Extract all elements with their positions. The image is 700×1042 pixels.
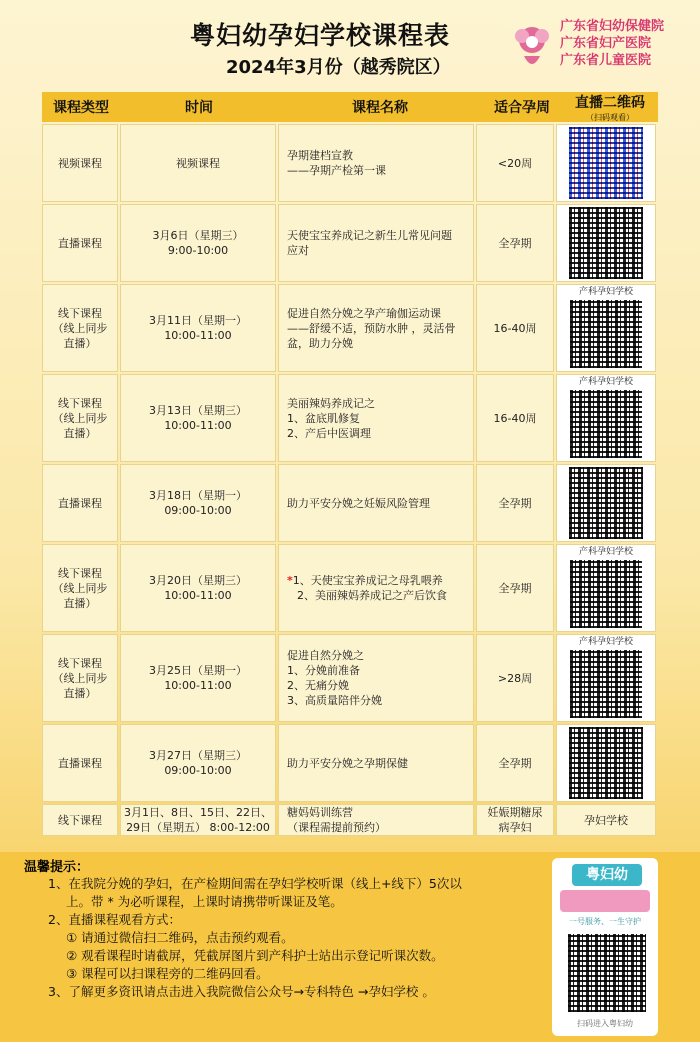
tip-line: ② 观看课程时请截屏，凭截屏图片到产科护士站出示登记听课次数。: [66, 948, 444, 963]
table-row: [42, 544, 658, 634]
course-name-text: （课程需提前预约）: [287, 821, 386, 834]
live-qr-code[interactable]: [568, 298, 644, 370]
course-name-cell: [278, 804, 474, 836]
course-name-text: 2、产后中医调理: [287, 426, 371, 440]
weeks-cell: [476, 374, 554, 462]
weeks-cell: [476, 464, 554, 542]
course-name-line: [287, 588, 447, 603]
weeks-cell: [476, 544, 554, 632]
weeks-value: 16-40周: [493, 321, 537, 335]
course-type: 线下课程（线上同步直播）: [52, 396, 108, 440]
course-name-text: 糖妈妈训练营: [287, 806, 353, 819]
course-type-cell: [42, 634, 118, 722]
time-line: 9:00-10:00: [167, 244, 229, 257]
tip-line: 3、了解更多资讯请点击进入我院微信公众号→专科特色 →孕妇学校 。: [48, 984, 435, 999]
time-cell: [120, 634, 276, 722]
qr-cell: [556, 464, 656, 542]
course-name-line: [287, 411, 375, 426]
page-title: 粤妇幼孕妇学校课程表: [190, 21, 451, 50]
course-type: 直播课程: [58, 496, 102, 510]
course-type: 线下课程（线上同步直播）: [52, 566, 108, 610]
tip-line: ① 请通过微信扫二维码，点击预约观看。: [66, 930, 294, 945]
course-name-line: [287, 756, 408, 771]
course-name-cell: [278, 284, 474, 372]
course-name-text: 助力平安分娩之妊娠风险管理: [287, 496, 430, 510]
wechat-promo-card: [552, 858, 658, 1036]
course-name-line: [287, 243, 452, 258]
qr-label: 产科孕妇学校: [578, 376, 633, 387]
course-name-line: [287, 148, 386, 163]
weeks-value: 全孕期: [498, 236, 532, 250]
course-name-cell: [278, 544, 474, 632]
course-name-cell: [278, 724, 474, 802]
hospital-logo-icon: [510, 22, 554, 72]
course-name-line: [287, 693, 382, 708]
course-name-line: [287, 820, 386, 835]
promo-slogan: 一号服务、一生守护: [569, 917, 641, 926]
hospital-name: 广东省妇产医院: [560, 36, 652, 51]
header-qr: [562, 92, 658, 122]
course-name-line: [287, 496, 430, 511]
time-line: 3月11日（星期一）: [149, 314, 247, 327]
course-name-text: 1、天使宝宝养成记之母乳喂养: [292, 574, 443, 587]
qr-cell: [556, 634, 656, 722]
header-qr-note: （扫码观看）: [586, 112, 634, 122]
course-type-cell: [42, 464, 118, 542]
time-cell: [120, 284, 276, 372]
weeks-value: 全孕期: [498, 496, 532, 510]
live-qr-code[interactable]: [568, 648, 644, 720]
weeks-value: 全孕期: [498, 581, 532, 595]
course-name-cell: [278, 464, 474, 542]
course-name-text: 2、无痛分娩: [287, 679, 349, 692]
course-name-line: [287, 678, 382, 693]
qr-label: 产科孕妇学校: [578, 636, 633, 647]
promo-caption: 扫码进入粤妇幼: [577, 1019, 633, 1028]
course-name-text: 天使宝宝养成记之新生儿常见问题: [287, 229, 452, 242]
course-name-line: [287, 336, 456, 351]
promo-banner: [560, 890, 650, 912]
table-body: [42, 124, 658, 838]
course-name-cell: [278, 204, 474, 282]
course-name-text: 美丽辣妈养成记之: [287, 396, 375, 410]
course-type-cell: [42, 374, 118, 462]
time-cell: [120, 724, 276, 802]
course-name-text: ——孕期产检第一课: [287, 164, 386, 177]
live-qr-code[interactable]: [567, 205, 645, 281]
course-name-text: 1、盆底肌修复: [287, 411, 360, 425]
time-line: 09:00-10:00: [164, 764, 232, 777]
time-cell: [120, 124, 276, 202]
required-star-icon: *: [287, 574, 293, 587]
qr-cell: [556, 724, 656, 802]
course-name-line: [287, 573, 447, 588]
tip-line: 1、在我院分娩的孕妇，在产检期间需在孕妇学校听课（线上+线下）5次以: [48, 876, 462, 891]
live-qr-code[interactable]: [567, 725, 645, 801]
weeks-value: 妊娠期糖尿病孕妇: [487, 806, 543, 834]
course-name-line: [287, 306, 456, 321]
live-qr-code[interactable]: [567, 125, 645, 201]
weeks-value: 全孕期: [498, 756, 532, 770]
time-line: 10:00-11:00: [164, 419, 232, 432]
header-course-type: 课程类型: [53, 100, 109, 116]
qr-cell: [556, 374, 656, 462]
course-name-line: [287, 396, 375, 411]
course-name-text: 1、分娩前准备: [287, 664, 360, 677]
course-type-cell: [42, 724, 118, 802]
live-qr-code[interactable]: [568, 388, 644, 460]
course-name-text: ——舒缓不适，预防水肿 ，灵活骨: [287, 321, 456, 335]
hospital-name: 广东省妇幼保健院: [560, 19, 665, 34]
qr-cell: [556, 804, 656, 836]
time-cell: [120, 544, 276, 632]
header-course-name: 课程名称: [352, 100, 408, 116]
weeks-cell: [476, 284, 554, 372]
qr-cell: [556, 124, 656, 202]
time-cell: [120, 204, 276, 282]
table-row: [42, 634, 658, 724]
course-name-text: 促进自然分娩之孕产瑜伽运动课: [287, 306, 441, 320]
table-row: [42, 804, 658, 838]
wechat-qr-code[interactable]: [566, 932, 648, 1014]
tip-line: 2、直播课程观看方式：: [48, 912, 181, 927]
course-name-text: 应对: [287, 244, 309, 257]
course-type: 线下课程（线上同步直播）: [52, 306, 108, 350]
live-qr-code[interactable]: [568, 558, 644, 630]
qr-cell: [556, 284, 656, 372]
table-header-row: [42, 92, 658, 122]
time-line: 3月27日（星期三）: [149, 749, 247, 762]
time-line: 29日（星期五） 8:00-12:00: [126, 821, 270, 834]
time-cell: [120, 374, 276, 462]
course-name-text: 孕期建档宣教: [287, 149, 353, 162]
time-line: 10:00-11:00: [164, 589, 232, 602]
course-name-cell: [278, 374, 474, 462]
weeks-cell: [476, 724, 554, 802]
weeks-cell: [476, 804, 554, 836]
qr-label: 产科孕妇学校: [578, 546, 633, 557]
qr-cell: [556, 204, 656, 282]
time-cell: [120, 464, 276, 542]
course-name-text: 促进自然分娩之: [287, 649, 364, 662]
tip-line: 上。带 * 为必听课程，上课时请携带听课证及笔。: [66, 894, 343, 909]
table-row: [42, 724, 658, 804]
time-line: 3月1日、8日、15日、22日、: [124, 806, 272, 819]
table-row: [42, 464, 658, 544]
page-subtitle: 2024年3月份（越秀院区）: [226, 57, 451, 78]
qr-label: 产科孕妇学校: [578, 286, 633, 297]
time-line: 3月13日（星期三）: [149, 404, 247, 417]
weeks-value: >28周: [497, 671, 533, 685]
time-line: 10:00-11:00: [164, 329, 232, 342]
course-type-cell: [42, 544, 118, 632]
weeks-value: 16-40周: [493, 411, 537, 425]
course-name-line: [287, 163, 386, 178]
course-type-cell: [42, 284, 118, 372]
table-row: [42, 204, 658, 284]
time-line: 3月25日（星期一）: [149, 664, 247, 677]
time-line: 3月20日（星期三）: [149, 574, 247, 587]
course-name-line: [287, 805, 386, 820]
course-name-line: [287, 648, 382, 663]
course-name-line: [287, 663, 382, 678]
course-name-text: 2、美丽辣妈养成记之产后饮食: [297, 589, 447, 602]
tips-title: 温馨提示：: [24, 860, 90, 875]
live-qr-code[interactable]: [567, 465, 645, 541]
table-row: [42, 124, 658, 204]
time-line: 10:00-11:00: [164, 679, 232, 692]
weeks-cell: [476, 634, 554, 722]
course-name-text: 3、高质量陪伴分娩: [287, 694, 382, 707]
header-weeks: 适合孕周: [494, 100, 550, 116]
course-name-text: 助力平安分娩之孕期保健: [287, 756, 408, 770]
header-time: 时间: [185, 100, 213, 116]
header-qr-label: 直播二维码: [575, 94, 645, 111]
course-type-cell: [42, 204, 118, 282]
tip-line: ③ 课程可以扫课程旁的二维码回看。: [66, 966, 269, 981]
promo-logo: 粤妇幼: [572, 864, 642, 886]
course-name-text: 盆，助力分娩: [287, 336, 353, 350]
hospital-names: [560, 18, 664, 69]
qr-cell: [556, 544, 656, 632]
course-name-line: [287, 321, 456, 336]
course-type: 线下课程: [58, 813, 102, 827]
weeks-cell: [476, 124, 554, 202]
course-name-cell: [278, 634, 474, 722]
course-type-cell: [42, 804, 118, 836]
course-table: [42, 92, 658, 838]
course-type: 视频课程: [58, 156, 102, 170]
course-type: 线下课程（线上同步直播）: [52, 656, 108, 700]
time-line: 09:00-10:00: [164, 504, 232, 517]
time-line: 视频课程: [176, 156, 220, 170]
hospital-name: 广东省儿童医院: [560, 53, 652, 68]
course-type: 直播课程: [58, 756, 102, 770]
header: [0, 0, 700, 94]
course-name-cell: [278, 124, 474, 202]
course-type: 直播课程: [58, 236, 102, 250]
table-row: [42, 284, 658, 374]
time-line: 3月18日（星期一）: [149, 489, 247, 502]
course-name-line: [287, 426, 375, 441]
course-type-cell: [42, 124, 118, 202]
time-line: 3月6日（星期三）: [152, 229, 244, 242]
table-row: [42, 374, 658, 464]
course-name-line: [287, 228, 452, 243]
weeks-cell: [476, 204, 554, 282]
time-cell: [120, 804, 276, 836]
weeks-value: <20周: [497, 156, 533, 170]
qr-label: 孕妇学校: [584, 813, 628, 827]
